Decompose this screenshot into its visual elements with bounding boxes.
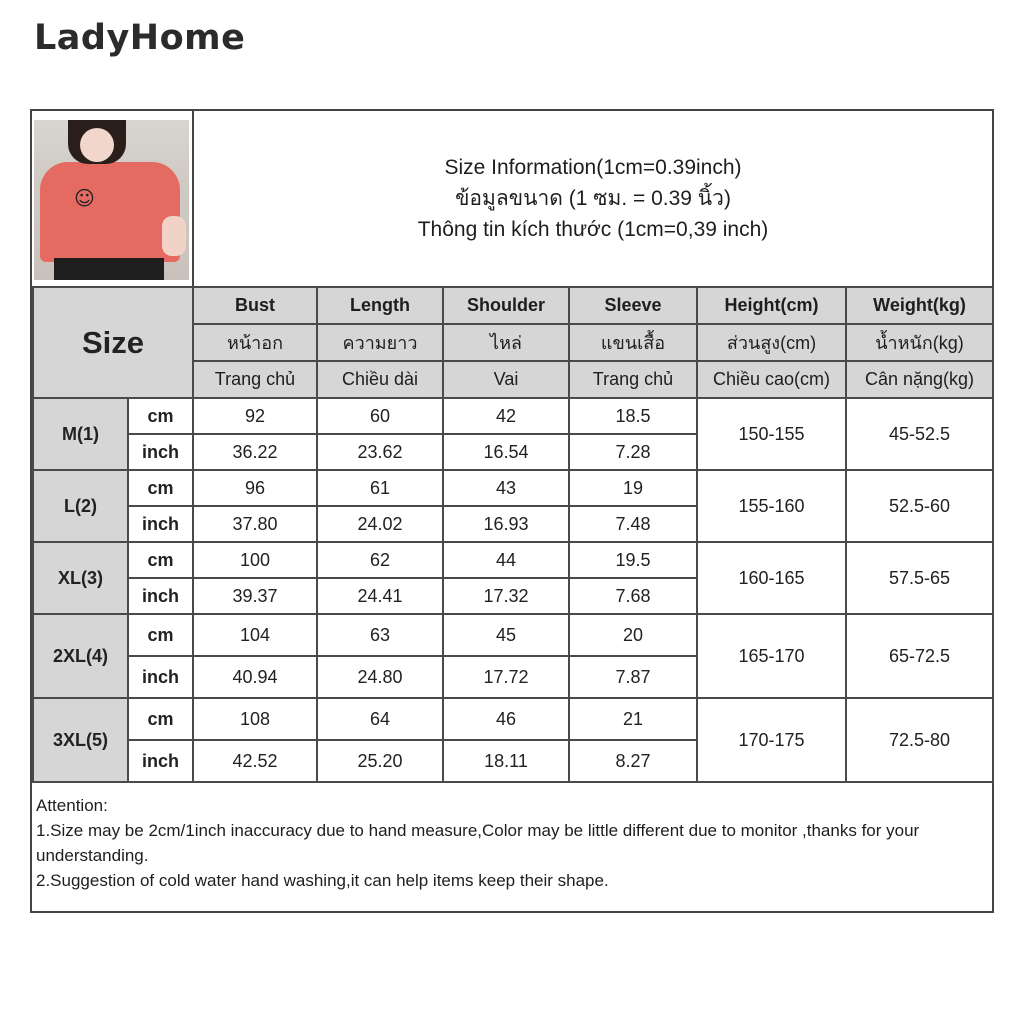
measurement-cell: 20 [569,614,697,656]
height-cell: 155-160 [697,470,846,542]
column-header: ไหล่ [443,324,569,361]
table-row [33,398,993,434]
measurement-cell: 7.48 [569,506,697,542]
column-header: หน้าอก [193,324,317,361]
measurement-cell: 40.94 [193,656,317,698]
measurement-cell: 96 [193,470,317,506]
size-cell: 2XL(4) [33,614,128,698]
measurement-cell: 62 [317,542,443,578]
smiley-print-icon: ☺ [74,186,95,210]
measurement-cell: 24.80 [317,656,443,698]
measurement-cell: 63 [317,614,443,656]
measurement-cell: 45 [443,614,569,656]
measurement-cell: 92 [193,398,317,434]
table-row [33,542,993,578]
unit-cell: inch [128,740,193,782]
measurement-cell: 64 [317,698,443,740]
height-cell: 165-170 [697,614,846,698]
unit-cell: inch [128,434,193,470]
measurement-cell: 23.62 [317,434,443,470]
height-cell: 160-165 [697,542,846,614]
measurement-cell: 46 [443,698,569,740]
measurement-cell: 61 [317,470,443,506]
measurement-cell: 8.27 [569,740,697,782]
measurement-cell: 21 [569,698,697,740]
measurement-cell: 108 [193,698,317,740]
measurement-cell: 36.22 [193,434,317,470]
measurement-cell: 42.52 [193,740,317,782]
column-header: Trang chủ [193,361,317,398]
column-header: แขนเสื้อ [569,324,697,361]
measurement-cell: 60 [317,398,443,434]
measurement-cell: 19 [569,470,697,506]
column-header: น้ำหนัก(kg) [846,324,993,361]
measurement-cell: 17.72 [443,656,569,698]
weight-cell: 65-72.5 [846,614,993,698]
info-header-row [32,111,992,286]
table-row [33,470,993,506]
size-cell: M(1) [33,398,128,470]
measurement-cell: 16.54 [443,434,569,470]
column-header: ความยาว [317,324,443,361]
column-header: Sleeve [569,287,697,324]
column-header: Weight(kg) [846,287,993,324]
unit-cell: cm [128,698,193,740]
unit-cell: cm [128,542,193,578]
size-cell: L(2) [33,470,128,542]
column-header: ส่วนสูง(cm) [697,324,846,361]
measurement-cell: 7.28 [569,434,697,470]
measurement-cell: 7.68 [569,578,697,614]
unit-cell: inch [128,578,193,614]
measurement-cell: 18.11 [443,740,569,782]
measurement-cell: 18.5 [569,398,697,434]
attention-notes [36,793,988,893]
measurement-cell: 37.80 [193,506,317,542]
title-vietnamese: Thông tin kích thước (1cm=0,39 inch) [417,218,769,241]
column-header: Trang chủ [569,361,697,398]
measurement-cell: 25.20 [317,740,443,782]
unit-cell: cm [128,398,193,434]
title-thai: ข้อมูลขนาด (1 ซม. = 0.39 นิ้ว) [455,187,731,210]
note-item: 1.Size may be 2cm/1inch inaccuracy due to hand measure,Color may be little different due to monitor ,thanks for your understanding. [36,821,920,865]
unit-cell: inch [128,506,193,542]
measurement-cell: 7.87 [569,656,697,698]
table-row [33,698,993,740]
brand-logo-text: LadyHome [34,18,246,58]
measurement-cell: 17.32 [443,578,569,614]
weight-cell: 52.5-60 [846,470,993,542]
size-table [32,286,994,783]
header-row [33,287,993,324]
column-header: Vai [443,361,569,398]
weight-cell: 72.5-80 [846,698,993,782]
unit-cell: inch [128,656,193,698]
measurement-cell: 44 [443,542,569,578]
unit-cell: cm [128,470,193,506]
weight-cell: 57.5-65 [846,542,993,614]
column-header: Chiều dài [317,361,443,398]
column-header: Length [317,287,443,324]
height-cell: 170-175 [697,698,846,782]
measurement-cell: 42 [443,398,569,434]
size-cell: 3XL(5) [33,698,128,782]
size-cell: XL(3) [33,542,128,614]
table-row [33,614,993,656]
size-chart [30,109,994,913]
measurement-cell: 19.5 [569,542,697,578]
notes-heading: Attention: [36,796,108,815]
title-english: Size Information(1cm=0.39inch) [444,156,742,179]
column-header: Cân nặng(kg) [846,361,993,398]
weight-cell: 45-52.5 [846,398,993,470]
size-info-title [192,111,992,286]
measurement-cell: 24.41 [317,578,443,614]
column-header: Chiều cao(cm) [697,361,846,398]
height-cell: 150-155 [697,398,846,470]
product-photo [34,120,189,280]
measurement-cell: 39.37 [193,578,317,614]
unit-cell: cm [128,614,193,656]
measurement-cell: 43 [443,470,569,506]
measurement-cell: 16.93 [443,506,569,542]
measurement-cell: 100 [193,542,317,578]
column-header: Shoulder [443,287,569,324]
measurement-cell: 24.02 [317,506,443,542]
column-header: Height(cm) [697,287,846,324]
size-header: Size [33,287,193,398]
note-item: 2.Suggestion of cold water hand washing,it can help items keep their shape. [36,871,609,890]
measurement-cell: 104 [193,614,317,656]
column-header: Bust [193,287,317,324]
